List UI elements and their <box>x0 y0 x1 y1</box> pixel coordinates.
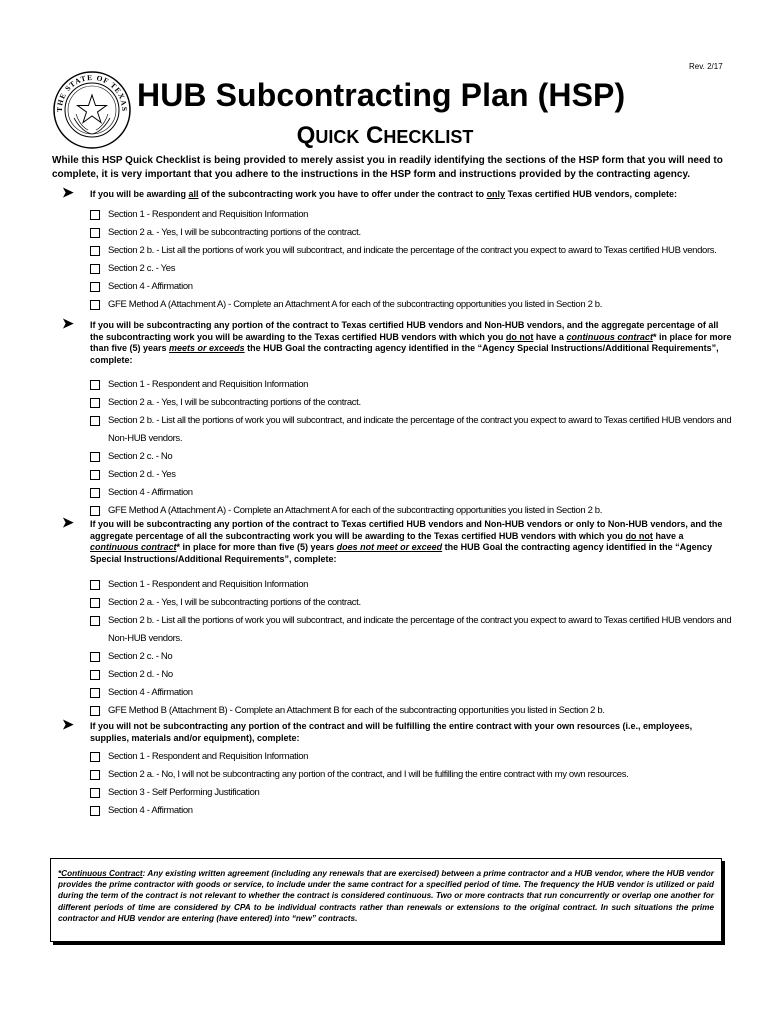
footnote-term: *Continuous Contract <box>58 869 143 878</box>
checkbox[interactable] <box>90 770 100 780</box>
checkbox[interactable] <box>90 380 100 390</box>
checkbox[interactable] <box>90 282 100 292</box>
checklist-item[interactable]: Section 4 - Affirmation <box>90 684 740 702</box>
section-heading-4: ➤ If you will not be subcontracting any portion of the contract and will be fulfilling the entire contract with your own resources (i.e., employees, supplies, materials and/or equipment), complete: <box>62 716 693 743</box>
page-subtitle: QUICK CHECKLIST <box>296 122 474 149</box>
checkbox[interactable] <box>90 210 100 220</box>
checkbox[interactable] <box>90 452 100 462</box>
checklist-1 <box>90 206 740 314</box>
footnote-text: : Any existing written agreement (including any renewals that are exercised) between a prime contractor and a HUB vendor, where the HUB vendor provides the prime contractor with goods or service, to include under the same contract for a specified period of time. The frequency the HUB vendor is utilized or paid during the term of the contract is not relevant to whether the contract is considered continuous. Two or more contracts that run concurrently or overlap one another for different periods of time are considered by CPA to be individual contracts rather than renewals or extensions to the original contract. In such situations the prime contractor and HUB vendor are entering (have entered) into “new” contracts. <box>58 869 714 923</box>
checkbox[interactable] <box>90 488 100 498</box>
checklist-item[interactable]: GFE Method B (Attachment B) - Complete an Attachment B for each of the subcontracting opportunities you listed in Section 2 b. <box>90 702 740 720</box>
checklist-item[interactable]: Section 2 c. - No <box>90 448 740 466</box>
checkbox[interactable] <box>90 506 100 516</box>
checkbox[interactable] <box>90 752 100 762</box>
checklist-2 <box>90 376 740 520</box>
checklist-item[interactable]: Section 2 b. - List all the portions of work you will subcontract, and indicate the percentage of the contract you expect to award to Texas certified HUB vendors. <box>90 242 740 260</box>
checkbox[interactable] <box>90 652 100 662</box>
checklist-item[interactable]: GFE Method A (Attachment A) - Complete an Attachment A for each of the subcontracting opportunities you listed in Section 2 b. <box>90 502 740 520</box>
checkbox[interactable] <box>90 616 100 626</box>
checklist-item[interactable]: Section 4 - Affirmation <box>90 802 740 820</box>
arrow-icon: ➤ <box>62 514 74 530</box>
svg-text:THE STATE OF TEXAS: THE STATE OF TEXAS <box>54 72 130 113</box>
section-heading-1: ➤ If you will be awarding all of the subcontracting work you have to offer under the contract to only Texas certified HUB vendors, complete: <box>62 184 677 200</box>
checklist-4 <box>90 748 740 820</box>
checkbox[interactable] <box>90 300 100 310</box>
checklist-item[interactable]: Section 2 d. - No <box>90 666 740 684</box>
checklist-item[interactable]: Section 1 - Respondent and Requisition Information <box>90 748 740 766</box>
arrow-icon: ➤ <box>62 716 74 732</box>
checklist-item[interactable]: Section 2 a. - Yes, I will be subcontracting portions of the contract. <box>90 594 740 612</box>
checkbox[interactable] <box>90 670 100 680</box>
intro-paragraph: While this HSP Quick Checklist is being provided to merely assist you in readily identifying the sections of the HSP form that you will need to complete, it is very important that you adhere to the instructions in the HSP form and instructions provided by the contracting agency. <box>52 155 723 180</box>
checkbox[interactable] <box>90 228 100 238</box>
checklist-item[interactable]: Section 2 c. - Yes <box>90 260 740 278</box>
page-title: HUB Subcontracting Plan (HSP) <box>137 77 626 113</box>
checkbox[interactable] <box>90 598 100 608</box>
checklist-item[interactable]: Section 1 - Respondent and Requisition Information <box>90 576 740 594</box>
checklist-3 <box>90 576 740 720</box>
checkbox[interactable] <box>90 416 100 426</box>
checkbox[interactable] <box>90 788 100 798</box>
checklist-item[interactable]: Section 2 a. - Yes, I will be subcontracting portions of the contract. <box>90 224 740 242</box>
checklist-item[interactable]: Section 4 - Affirmation <box>90 278 740 296</box>
arrow-icon: ➤ <box>62 315 74 331</box>
section-heading-2: ➤ If you will be subcontracting any portion of the contract to Texas certified HUB vendors and Non-HUB vendors, and the aggregate percentage of all the subcontracting work you will be awarding to the Texas certified HUB vendors with which you do not have a continuous contract* in place for more than five (5) years meets or exceeds the HUB Goal the contracting agency identified in the “Agency Special Instructions/Additional Requirements”, complete: <box>62 315 732 365</box>
checkbox[interactable] <box>90 398 100 408</box>
footnote-box <box>50 858 722 942</box>
checkbox[interactable] <box>90 246 100 256</box>
checkbox[interactable] <box>90 706 100 716</box>
checklist-item[interactable]: Section 1 - Respondent and Requisition Information <box>90 206 740 224</box>
checklist-item[interactable]: Section 1 - Respondent and Requisition Information <box>90 376 740 394</box>
arrow-icon: ➤ <box>62 184 74 200</box>
checklist-item[interactable]: Section 2 b. - List all the portions of work you will subcontract, and indicate the percentage of the contract you expect to award to Texas certified HUB vendors and Non-HUB vendors. <box>90 412 740 448</box>
checklist-item[interactable]: Section 2 b. - List all the portions of work you will subcontract, and indicate the percentage of the contract you expect to award to Texas certified HUB vendors and Non-HUB vendors. <box>90 612 740 648</box>
checklist-item[interactable]: Section 2 c. - No <box>90 648 740 666</box>
checklist-item[interactable]: Section 2 d. - Yes <box>90 466 740 484</box>
checkbox[interactable] <box>90 264 100 274</box>
checkbox[interactable] <box>90 580 100 590</box>
checklist-item[interactable]: Section 2 a. - No, I will not be subcontracting any portion of the contract, and I will be fulfilling the entire contract with my own resources. <box>90 766 740 784</box>
revision-label: Rev. 2/17 <box>689 62 723 71</box>
checkbox[interactable] <box>90 688 100 698</box>
checkbox[interactable] <box>90 470 100 480</box>
checklist-item[interactable]: Section 3 - Self Performing Justification <box>90 784 740 802</box>
section-heading-3: ➤ If you will be subcontracting any portion of the contract to Texas certified HUB vendors and Non-HUB vendors or only to Non-HUB vendors, and the aggregate percentage of all the subcontracting work you will be awarding to the Texas certified HUB vendors with which you do not have a continuous contract* in place for more than five (5) years does not meet or exceed the HUB Goal the contracting agency identified in the “Agency Special Instructions/Additional Requirements”, complete: <box>62 514 723 564</box>
checkbox[interactable] <box>90 806 100 816</box>
checklist-item[interactable]: GFE Method A (Attachment A) - Complete an Attachment A for each of the subcontracting opportunities you listed in Section 2 b. <box>90 296 740 314</box>
checklist-item[interactable]: Section 2 a. - Yes, I will be subcontracting portions of the contract. <box>90 394 740 412</box>
checklist-item[interactable]: Section 4 - Affirmation <box>90 484 740 502</box>
